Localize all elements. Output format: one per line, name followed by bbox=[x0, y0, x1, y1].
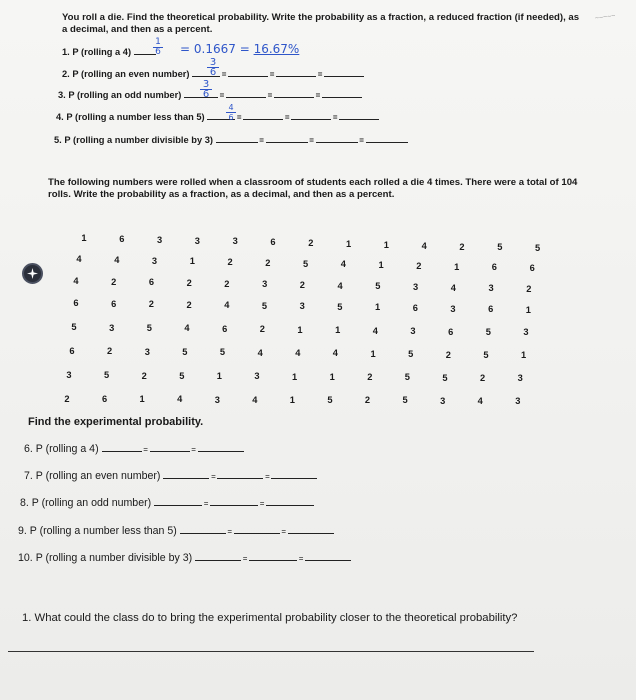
roll-value: 5 bbox=[303, 258, 309, 269]
roll-value: 2 bbox=[480, 372, 486, 383]
item-label: P (rolling a number less than 5) bbox=[29, 525, 177, 537]
roll-value: 1 bbox=[139, 394, 145, 405]
roll-value: 4 bbox=[252, 394, 258, 405]
roll-value: 2 bbox=[186, 299, 192, 310]
hw-fraction-q2 bbox=[207, 58, 219, 77]
roll-value: 4 bbox=[340, 259, 346, 270]
roll-value: 4 bbox=[73, 276, 79, 286]
roll-value: 3 bbox=[262, 279, 268, 290]
roll-value: 2 bbox=[445, 349, 451, 360]
hw-numerator: 3 bbox=[202, 79, 210, 90]
roll-value: 6 bbox=[448, 326, 454, 337]
roll-value: 4 bbox=[372, 325, 378, 336]
answer-blank[interactable] bbox=[322, 88, 362, 98]
roll-value: 4 bbox=[477, 395, 483, 406]
roll-value: 3 bbox=[410, 326, 416, 336]
roll-value: 3 bbox=[214, 394, 220, 405]
item-label: P (rolling a number divisible by 3) bbox=[64, 135, 213, 145]
item-number: 2. bbox=[62, 69, 70, 79]
item-number: 3. bbox=[58, 90, 66, 100]
roll-value: 5 bbox=[404, 372, 410, 383]
answer-blank[interactable] bbox=[276, 67, 316, 77]
theory-item-2: 2. P (rolling an even number) = = = bbox=[62, 67, 364, 79]
roll-value: 3 bbox=[299, 301, 305, 312]
roll-value: 6 bbox=[73, 298, 79, 308]
roll-value: 4 bbox=[76, 254, 82, 264]
roll-value: 5 bbox=[337, 301, 343, 312]
roll-value: 2 bbox=[227, 257, 233, 267]
roll-value: 3 bbox=[66, 370, 72, 380]
roll-value: 6 bbox=[102, 394, 108, 405]
roll-value: 6 bbox=[148, 277, 155, 288]
roll-value: 4 bbox=[184, 323, 190, 334]
roll-value: 5 bbox=[179, 370, 185, 381]
answer-blank[interactable] bbox=[271, 469, 317, 479]
theory-item-5: 5. P (rolling a number divisible by 3) = = = bbox=[54, 133, 408, 145]
answer-blank[interactable] bbox=[274, 88, 314, 98]
roll-value: 1 bbox=[292, 371, 298, 382]
roll-value: 6 bbox=[222, 323, 228, 334]
roll-value: 3 bbox=[109, 322, 115, 333]
roll-value: 3 bbox=[151, 255, 158, 266]
theory-item-3: 3. P (rolling an odd number) = = = bbox=[58, 88, 362, 100]
answer-blank[interactable] bbox=[243, 110, 283, 120]
roll-value: 4 bbox=[114, 254, 120, 265]
item-number: 10. bbox=[18, 552, 33, 564]
roll-value: 4 bbox=[332, 348, 338, 359]
roll-value: 2 bbox=[265, 257, 271, 268]
roll-value: 5 bbox=[219, 347, 226, 358]
roll-value: 3 bbox=[144, 346, 150, 357]
theory-item-4: 4. P (rolling a number less than 5) = = = bbox=[56, 110, 379, 122]
roll-value: 5 bbox=[104, 370, 110, 381]
roll-value: 6 bbox=[488, 304, 494, 315]
roll-value: 6 bbox=[412, 302, 418, 313]
answer-blank[interactable] bbox=[249, 551, 297, 561]
roll-value: 4 bbox=[337, 280, 343, 291]
roll-value: 1 bbox=[297, 324, 303, 335]
item-label: P (rolling a 4) bbox=[35, 443, 99, 455]
roll-value: 5 bbox=[483, 349, 489, 360]
answer-blank[interactable] bbox=[217, 469, 263, 479]
roll-value: 2 bbox=[148, 299, 154, 310]
roll-value: 4 bbox=[450, 282, 456, 293]
roll-value: 5 bbox=[146, 322, 152, 333]
roll-value: 1 bbox=[329, 371, 335, 382]
margin-scribble: ~~~~~ bbox=[594, 12, 616, 23]
item-number: 5. bbox=[54, 135, 62, 145]
hw-numerator: 4 bbox=[228, 103, 234, 112]
experimental-title: Find the experimental probability. bbox=[28, 416, 204, 428]
app-badge-icon[interactable] bbox=[22, 263, 43, 284]
roll-value: 3 bbox=[523, 327, 529, 338]
roll-value: 2 bbox=[416, 260, 422, 271]
roll-value: 1 bbox=[454, 261, 460, 272]
roll-value: 5 bbox=[485, 327, 491, 337]
roll-value: 6 bbox=[491, 262, 497, 273]
answer-blank[interactable] bbox=[198, 442, 244, 452]
roll-value: 1 bbox=[216, 371, 222, 381]
roll-value: 1 bbox=[525, 304, 531, 315]
answer-blank[interactable] bbox=[366, 133, 408, 143]
roll-value: 4 bbox=[257, 347, 263, 358]
roll-value: 1 bbox=[81, 233, 87, 243]
item-label: P (rolling an even number) bbox=[35, 470, 161, 482]
answer-blank[interactable] bbox=[226, 88, 266, 98]
answer-blank[interactable] bbox=[210, 496, 258, 506]
item-number: 1. bbox=[62, 47, 70, 57]
sparkle-icon bbox=[27, 268, 38, 279]
roll-value: 4 bbox=[295, 348, 301, 359]
roll-value: 5 bbox=[535, 243, 541, 254]
answer-blank[interactable] bbox=[288, 524, 334, 534]
answer-blank[interactable] bbox=[291, 110, 331, 120]
answer-blank[interactable] bbox=[154, 496, 202, 506]
hw-q1-work: = 0.1667 = 16.67% bbox=[180, 42, 300, 56]
hw-decimal: 0.1667 bbox=[193, 42, 236, 56]
roll-value: 4 bbox=[224, 300, 230, 311]
roll-value: 6 bbox=[529, 263, 535, 273]
roll-value: 1 bbox=[383, 239, 389, 250]
roll-value: 3 bbox=[440, 395, 446, 406]
answer-blank[interactable] bbox=[266, 496, 314, 506]
experimental-instructions: The following numbers were rolled when a classroom of students each rolled a die 4 times. There were a total of 104 rolls. Write the probability as a fraction, as a decimal, and then as a percent. bbox=[48, 177, 578, 200]
roll-value: 3 bbox=[232, 236, 238, 247]
answer-blank[interactable] bbox=[339, 110, 379, 120]
answer-blank[interactable] bbox=[228, 67, 268, 77]
roll-value: 2 bbox=[299, 279, 305, 290]
roll-value: 2 bbox=[308, 238, 314, 249]
roll-value: 2 bbox=[111, 276, 117, 287]
theoretical-instructions: You roll a die. Find the theoretical probability. Write the probability as a fraction, a reduced fraction (if needed), as a decimal, and then as a percent. bbox=[62, 12, 580, 35]
roll-value: 2 bbox=[526, 283, 532, 294]
hw-denominator: 6 bbox=[228, 113, 234, 122]
answer-blank[interactable] bbox=[150, 442, 190, 452]
roll-value: 5 bbox=[71, 322, 77, 332]
roll-value: 2 bbox=[367, 372, 373, 382]
answer-line[interactable] bbox=[8, 651, 534, 652]
roll-value: 5 bbox=[497, 242, 503, 253]
roll-value: 3 bbox=[515, 395, 521, 406]
item-number: 9. bbox=[18, 525, 27, 537]
item-number: 6. bbox=[24, 443, 33, 455]
theory-item-1 bbox=[62, 45, 156, 57]
item-label: P (rolling an odd number) bbox=[68, 90, 182, 100]
hw-denominator: 6 bbox=[209, 67, 217, 78]
roll-value: 1 bbox=[375, 302, 381, 313]
roll-value: 2 bbox=[259, 324, 265, 335]
hw-numerator: 3 bbox=[209, 57, 217, 68]
answer-blank[interactable] bbox=[324, 67, 364, 77]
roll-value: 1 bbox=[289, 394, 295, 405]
roll-value: 1 bbox=[189, 256, 195, 267]
roll-value: 1 bbox=[521, 350, 527, 361]
roll-value: 3 bbox=[488, 283, 494, 294]
roll-value: 2 bbox=[224, 278, 230, 289]
roll-value: 6 bbox=[119, 233, 125, 244]
roll-value: 3 bbox=[157, 234, 163, 245]
answer-blank[interactable] bbox=[195, 551, 241, 561]
roll-value: 2 bbox=[459, 241, 465, 252]
roll-value: 3 bbox=[517, 373, 523, 383]
item-number: 4. bbox=[56, 112, 64, 122]
question-11: 1. What could the class do to bring the experimental probability closer to the theoretical probability? bbox=[22, 612, 518, 624]
roll-value: 6 bbox=[69, 346, 75, 356]
roll-value: 6 bbox=[111, 298, 117, 309]
item-label: P (rolling an odd number) bbox=[31, 497, 152, 509]
roll-value: 5 bbox=[442, 372, 448, 383]
answer-blank[interactable] bbox=[163, 469, 209, 479]
roll-value: 5 bbox=[402, 395, 408, 406]
roll-value: 6 bbox=[270, 237, 276, 248]
roll-value: 2 bbox=[141, 370, 147, 381]
roll-value: 3 bbox=[413, 281, 419, 292]
roll-value: 2 bbox=[107, 346, 113, 357]
exp-item-10: 10. P (rolling a number divisible by 3) = = bbox=[18, 551, 351, 564]
item-label: P (rolling a number divisible by 3) bbox=[35, 552, 193, 564]
roll-value: 5 bbox=[261, 300, 268, 311]
hw-fraction-q3 bbox=[200, 80, 212, 99]
item-label: P (rolling an even number) bbox=[72, 69, 190, 79]
roll-value: 2 bbox=[186, 277, 192, 288]
answer-blank[interactable] bbox=[316, 133, 358, 143]
exp-item-8: 8. P (rolling an odd number) = = bbox=[20, 496, 314, 509]
roll-value: 4 bbox=[177, 394, 183, 405]
hw-denominator: 6 bbox=[155, 47, 161, 57]
answer-blank[interactable] bbox=[102, 442, 142, 452]
roll-value: 1 bbox=[378, 260, 384, 270]
hw-percent: 16.67% bbox=[253, 42, 300, 56]
roll-value: 2 bbox=[64, 394, 70, 404]
roll-value: 5 bbox=[327, 395, 333, 406]
answer-blank[interactable] bbox=[216, 133, 258, 143]
hw-fraction-q4 bbox=[226, 103, 236, 122]
hw-numerator: 1 bbox=[155, 37, 161, 47]
roll-value: 1 bbox=[370, 348, 376, 359]
roll-value: 1 bbox=[346, 238, 352, 249]
roll-value: 1 bbox=[335, 325, 341, 336]
answer-blank[interactable] bbox=[180, 524, 226, 534]
exp-item-9: 9. P (rolling a number less than 5) = = bbox=[18, 524, 334, 537]
roll-value: 5 bbox=[375, 281, 381, 292]
item-label: P (rolling a number less than 5) bbox=[66, 112, 205, 122]
item-number: 8. bbox=[20, 497, 29, 509]
item-label: P (rolling a 4) bbox=[72, 47, 132, 57]
hw-fraction-q1 bbox=[153, 38, 163, 57]
roll-value: 5 bbox=[182, 347, 188, 358]
hw-denominator: 6 bbox=[202, 89, 210, 100]
roll-value: 5 bbox=[408, 349, 414, 360]
answer-blank[interactable] bbox=[266, 133, 308, 143]
roll-value: 3 bbox=[194, 235, 200, 246]
roll-value: 2 bbox=[364, 395, 371, 406]
roll-value: 4 bbox=[421, 240, 427, 251]
answer-blank[interactable] bbox=[234, 524, 280, 534]
roll-value: 3 bbox=[450, 303, 456, 314]
answer-blank[interactable] bbox=[305, 551, 351, 561]
item-number: 7. bbox=[24, 470, 33, 482]
exp-item-6: 6. P (rolling a 4) = = bbox=[24, 442, 244, 455]
exp-item-7: 7. P (rolling an even number) = = bbox=[24, 469, 317, 482]
roll-value: 3 bbox=[254, 371, 260, 382]
